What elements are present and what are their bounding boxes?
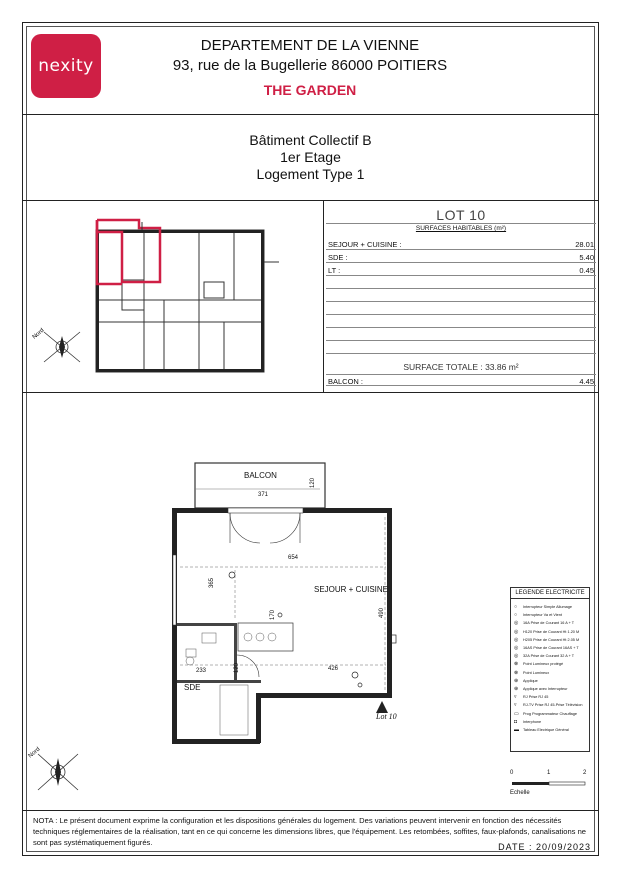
dimension: 233	[196, 668, 207, 674]
legend-item	[511, 709, 589, 717]
logo-text: nexity	[38, 56, 94, 76]
legend-item	[511, 628, 589, 636]
dimension: 120	[234, 662, 241, 674]
dimension: 490	[379, 607, 386, 619]
divider-plan	[22, 392, 599, 393]
empty-row	[326, 329, 596, 341]
outlet-icon: ◎	[514, 628, 519, 635]
surfaces-header: SURFACES HABITABLES (m²)	[415, 225, 507, 232]
building-name: Bâtiment Collectif B	[249, 132, 372, 148]
legend-text: RJ Prise RJ 45	[523, 695, 549, 700]
legend-text: Interphone	[523, 719, 542, 724]
legend-text: Point Lumineux	[523, 670, 550, 675]
intercom-icon: ◘	[514, 718, 518, 725]
balcon-row	[326, 374, 596, 386]
legend-text: 32A Prise de Courant 32 A + T	[523, 654, 575, 659]
legend-item	[511, 677, 589, 685]
surface-label: LT :	[328, 266, 341, 275]
legend-item	[511, 685, 589, 693]
wall-light-icon: ⊕	[514, 677, 519, 684]
key-plan-divider	[323, 200, 324, 392]
outlet-icon: ◎	[514, 653, 519, 660]
legend-item	[511, 619, 589, 627]
dimension: 426	[328, 666, 339, 672]
label-sejour-cuisine: SEJOUR + CUISINE	[314, 585, 389, 594]
legend-text: 16A Prise de Courant 16 A + T	[523, 621, 575, 626]
empty-row	[326, 303, 596, 315]
legend-text: H120 Prise de Courant Ht 1.20 M	[523, 629, 580, 634]
legend-item	[511, 603, 589, 611]
surface-label: SDE :	[328, 253, 348, 262]
empty-row	[326, 316, 596, 328]
legend-text: Prog Programmateur Chauffage	[523, 711, 577, 716]
heating-programmer-icon: ▭	[514, 710, 519, 717]
dimension: 365	[209, 577, 216, 589]
key-plan-nord: Nord	[31, 327, 46, 341]
scale-tick: 0	[510, 770, 514, 776]
scale-label: Echelle	[510, 790, 530, 796]
outlet-icon: ◎	[514, 636, 519, 643]
electric-panel-icon: ▬	[514, 726, 519, 733]
switch-icon: ○	[514, 604, 518, 611]
legend-item	[511, 660, 589, 668]
floor-plan	[150, 455, 450, 755]
dimension: 654	[288, 555, 299, 561]
legend-item	[511, 611, 589, 619]
department-title: DEPARTEMENT DE LA VIENNE	[200, 37, 420, 54]
empty-row	[326, 277, 596, 289]
electric-legend	[510, 587, 590, 752]
legend-item	[511, 718, 589, 726]
legend-text: RJ-TV Prise RJ 45-Prise Télévision	[523, 703, 583, 708]
empty-row	[326, 290, 596, 302]
wall-light-icon: ⊕	[514, 685, 519, 692]
legend-item	[511, 669, 589, 677]
nexity-logo	[31, 34, 101, 98]
legend-text: Interrupteur Simple Allumage	[523, 605, 572, 610]
rj45-tv-icon: ▿	[514, 702, 517, 709]
dimension: 170	[270, 609, 277, 621]
legend-text: Point Lumineux protégé	[523, 662, 564, 667]
disclaimer-note: NOTA : Le présent document exprime la configuration et les dispositions générales du logement. Des variations peuvent intervenir en fonction des nécessités techniques réglementaires de la réalisation, tant en ce qui concerne les dimensions libres, que l'équipement. Les retombées, soffites, faux-plafonds, canalisations ne sont pas systématiquement figurés.	[33, 816, 587, 847]
light-point-icon: ⊗	[514, 661, 519, 668]
legend-text: Applique	[523, 678, 538, 683]
lot-title-line	[326, 223, 596, 224]
outlet-icon: ◎	[514, 645, 519, 652]
compass-nord-label: Nord	[27, 746, 42, 760]
label-lot-marker: Lot 10	[376, 712, 397, 721]
balcon-value: 4.45	[579, 377, 594, 386]
surface-row	[326, 264, 596, 276]
legend-text: Interrupteur Va et Vient	[523, 613, 562, 618]
document-date: DATE : 20/09/2023	[498, 842, 591, 852]
divider-header	[22, 114, 599, 115]
key-plan	[24, 202, 322, 390]
legend-text: Tableau Electrique Général	[523, 727, 569, 732]
lot-title: LOT 10	[436, 207, 486, 223]
dimension: 371	[258, 492, 269, 498]
address: 93, rue de la Bugellerie 86000 POITIERS	[172, 57, 448, 74]
legend-item	[511, 726, 589, 734]
legend-item	[511, 636, 589, 644]
empty-row	[326, 342, 596, 354]
legend-text: 16AS Prise de Courant 16AS + T	[523, 646, 579, 651]
rj45-icon: ▿	[514, 694, 517, 701]
scale-tick: 1	[547, 770, 551, 776]
surface-row	[326, 238, 596, 250]
switch-icon: ○	[514, 612, 518, 619]
surface-value: 0.45	[579, 266, 594, 275]
surface-row	[326, 251, 596, 263]
dimension: 120	[310, 477, 317, 489]
legend-item	[511, 644, 589, 652]
scale-tick: 2	[583, 770, 587, 776]
dwelling-type: Logement Type 1	[256, 166, 365, 182]
legend-text: Applique avec Interrupteur	[523, 686, 568, 691]
outlet-icon: ◎	[514, 620, 519, 627]
legend-text: H205 Prise de Courant Ht 2.05 M	[523, 637, 580, 642]
divider-building	[22, 200, 599, 201]
balcon-label: BALCON :	[328, 377, 364, 386]
divider-nota	[22, 810, 599, 811]
light-point-icon: ⊗	[514, 669, 519, 676]
label-balcon: BALCON	[244, 471, 277, 480]
legend-title: LEGENDE ELECTRICITE	[511, 588, 589, 599]
surface-value: 28.01	[575, 240, 594, 249]
legend-item	[511, 701, 589, 709]
surface-label: SEJOUR + CUISINE :	[328, 240, 402, 249]
label-sde: SDE	[184, 683, 201, 692]
scale-bar	[510, 778, 590, 790]
legend-item	[511, 693, 589, 701]
floor-level: 1er Etage	[280, 149, 341, 165]
surface-value: 5.40	[579, 253, 594, 262]
legend-item	[511, 652, 589, 660]
surface-total: SURFACE TOTALE : 33.86 m²	[403, 362, 519, 372]
program-name: THE GARDEN	[263, 82, 357, 98]
